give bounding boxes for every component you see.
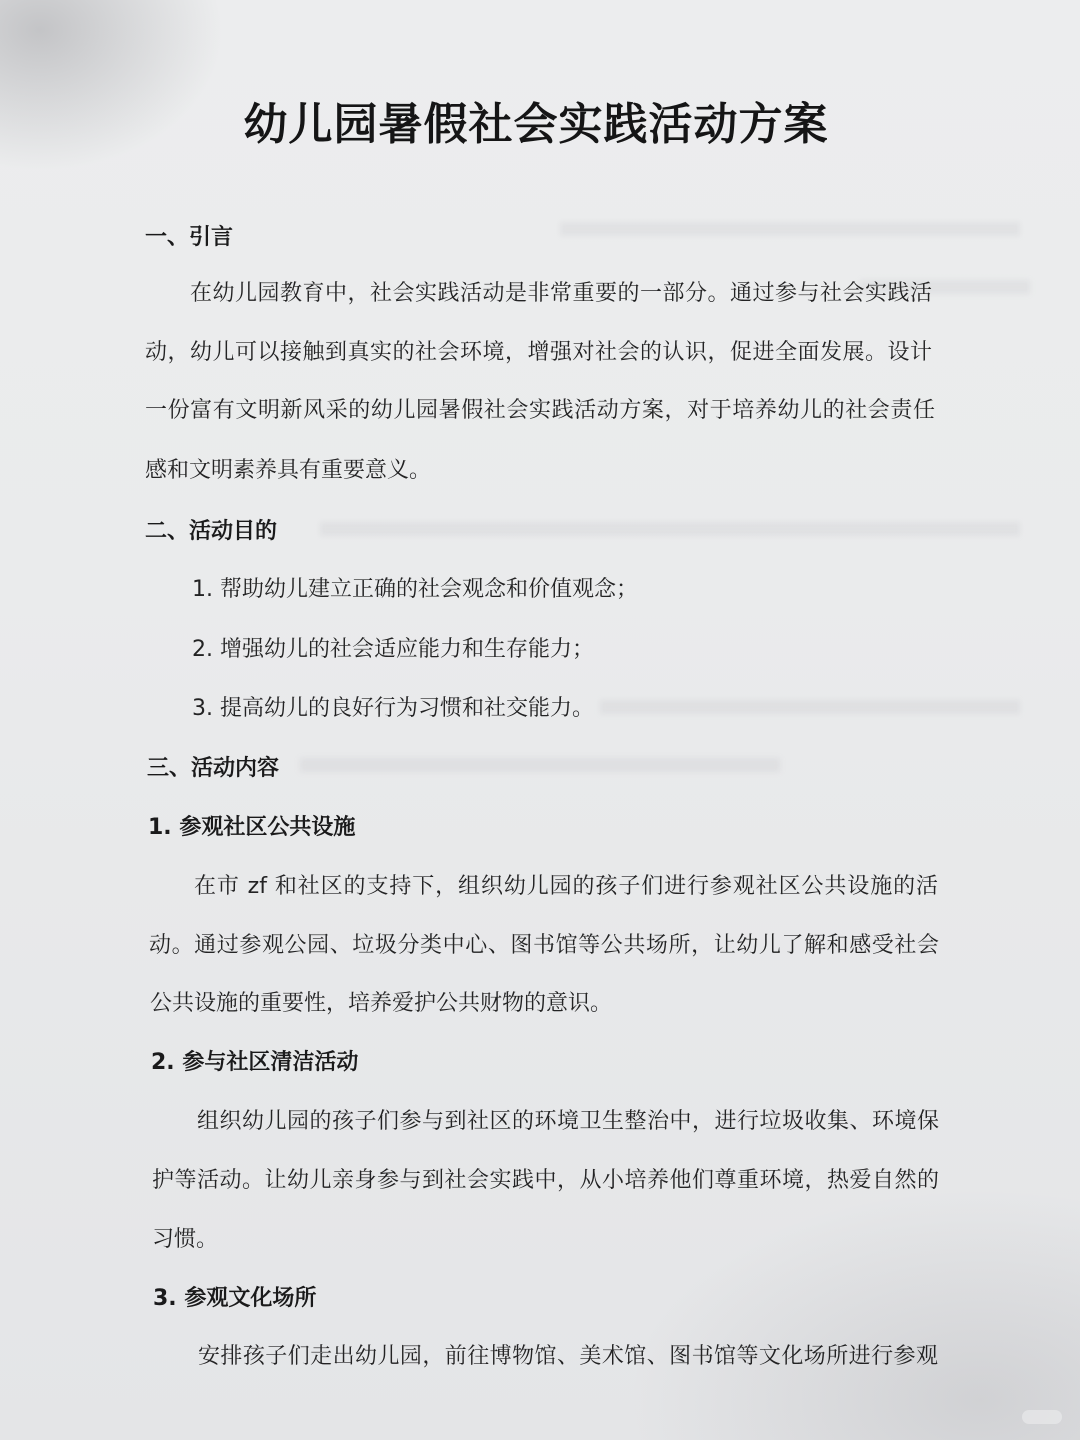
paragraph-line: 组织幼儿园的孩子们参与到社区的环境卫生整治中，进行垃圾收集、环境保 xyxy=(197,1109,939,1134)
watermark-mark xyxy=(1022,1410,1062,1424)
paragraph-line: 在幼儿园教育中，社会实践活动是非常重要的一部分。通过参与社会实践活 xyxy=(190,281,932,306)
paragraph-line: 公共设施的重要性，培养爱护公共财物的意识。 xyxy=(150,991,613,1016)
document-title: 幼儿园暑假社会实践活动方案 xyxy=(243,99,829,150)
show-through-shadow xyxy=(560,222,1020,236)
section-heading: 三、活动内容 xyxy=(147,756,280,781)
show-through-shadow xyxy=(300,758,780,772)
list-item: 3. 提高幼儿的良好行为习惯和社交能力。 xyxy=(192,696,594,721)
list-item: 1. 帮助幼儿建立正确的社会观念和价值观念； xyxy=(192,577,638,602)
show-through-shadow xyxy=(320,522,1020,536)
section-heading: 二、活动目的 xyxy=(145,519,278,544)
list-item: 2. 增强幼儿的社会适应能力和生存能力； xyxy=(192,637,594,662)
subsection-heading: 1. 参观社区公共设施 xyxy=(148,815,356,840)
paragraph-line: 一份富有文明新风采的幼儿园暑假社会实践活动方案，对于培养幼儿的社会责任 xyxy=(145,398,935,423)
section-heading: 一、引言 xyxy=(145,225,234,250)
paragraph-line: 动。通过参观公园、垃圾分类中心、图书馆等公共场所，让幼儿了解和感受社会 xyxy=(149,933,939,958)
paragraph-line: 安排孩子们走出幼儿园，前往博物馆、美术馆、图书馆等文化场所进行参观 xyxy=(198,1344,938,1369)
paragraph-line: 在市 zf 和社区的支持下，组织幼儿园的孩子们进行参观社区公共设施的活 xyxy=(194,874,938,899)
paragraph-line: 感和文明素养具有重要意义。 xyxy=(145,458,432,483)
subsection-heading: 3. 参观文化场所 xyxy=(153,1286,317,1311)
subsection-heading: 2. 参与社区清洁活动 xyxy=(151,1050,359,1075)
paragraph-line: 习惯。 xyxy=(152,1227,219,1252)
show-through-shadow xyxy=(600,700,1020,714)
paragraph-line: 动，幼儿可以接触到真实的社会环境，增强对社会的认识，促进全面发展。设计 xyxy=(145,340,932,365)
paragraph-line: 护等活动。让幼儿亲身参与到社会实践中，从小培养他们尊重环境，热爱自然的 xyxy=(152,1168,939,1193)
